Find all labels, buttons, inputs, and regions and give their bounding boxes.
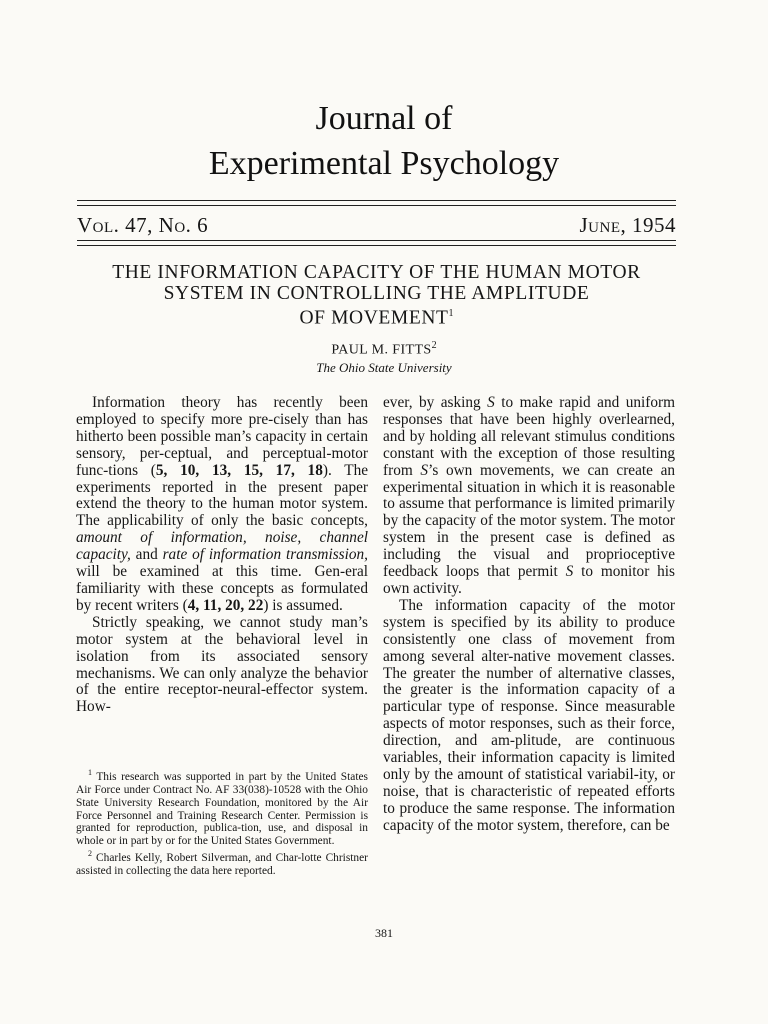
article-title-line-3: OF MOVEMENT$^1$ [299,307,454,329]
footnote-2: $^2$ Charles Kelly, Robert Silverman, and Char-lotte Christner assisted in collecting the data here reported. [76,849,368,877]
header-rule-bottom-2 [77,245,676,246]
body-column-right [383,395,675,835]
issue-line [77,213,676,238]
article-title-line-2: SYSTEM IN CONTROLLING THE AMPLITUDE [163,282,590,304]
paragraph: ever, by asking S to make rapid and uniform responses that have been highly overlearned, and by holding all relevant stimulus conditions constant with the exception of those resulting from S’s own movements, we can create an experimental situation in which it is reasonable to assume that performance is limited primarily by the capacity of the motor system. The motor system in the present case is defined as including the visual and proprioceptive feedback loops that permit S to monitor his own activity. [383,394,676,597]
journal-title-line-2: Experimental Psychology [208,145,560,182]
journal-title-line-1: Journal of [315,100,453,137]
body-column-left [76,395,368,716]
author-name: PAUL M. FITTS$^2$ [331,340,437,358]
header-rule-bottom-1 [77,240,676,241]
title-footnote-mark: 1 [448,308,454,319]
paragraph: Strictly speaking, we cannot study man’s motor system at the behavioral level in isolation from its associated sensory mechanisms. We can only analyze the behavior of the entire receptor-neural-effector system. How- [76,613,368,716]
issue-date: June, 1954 [579,213,676,237]
article-title [77,263,676,329]
author-footnote-mark: 2 [431,340,437,351]
header-rule-top-1 [77,200,676,201]
footnote-1: $^1$ This research was supported in part by the United States Air Force under Contract No. AF 33(038)-10528 with the Ohio State University Research Foundation, monitored by the Air Force Personnel and Training Research Center. Permission is granted for reproduction, publica-tion, use, and disposal in whole or in part by or for the United States Government. [76,768,368,848]
paragraph: The information capacity of the motor system is specified by its ability to produce consistently one class of movement from among several alter-native movement classes. The greater the number of alternative classes, the greater is the information capacity of a particular type of response. Since measurable aspects of motor responses, such as their force, direction, and am-plitude, are continuous variables, their information capacity is limited only by the amount of statistical variabil-ity, or noise, that is characteristic of repeated efforts to produce the same response. The information capacity of the motor system, therefore, can be [383,596,675,834]
page-number: 381 [375,926,393,940]
article-title-line-1: THE INFORMATION CAPACITY OF THE HUMAN MOTOR [112,262,641,283]
header-rule-top-2 [77,205,676,206]
footnotes [76,767,368,878]
volume-number: Vol. 47, No. 6 [77,213,209,237]
paragraph: Information theory has recently been employed to specify more pre-cisely than has hitherto been possible man’s capacity in certain sensory, per-ceptual, and perceptual-motor func-tions (5, 10, 13, 15, 17, 18). The experiments reported in the present paper extend the theory to the human motor system. The applicability of only the basic concepts, amount of information, noise, channel capacity, and rate of information transmission, will be examined at this time. Gen-eral familiarity with these concepts as formulated by recent writers (4, 11, 20, 22) is assumed. [76,394,369,614]
author-affiliation: The Ohio State University [316,360,452,375]
